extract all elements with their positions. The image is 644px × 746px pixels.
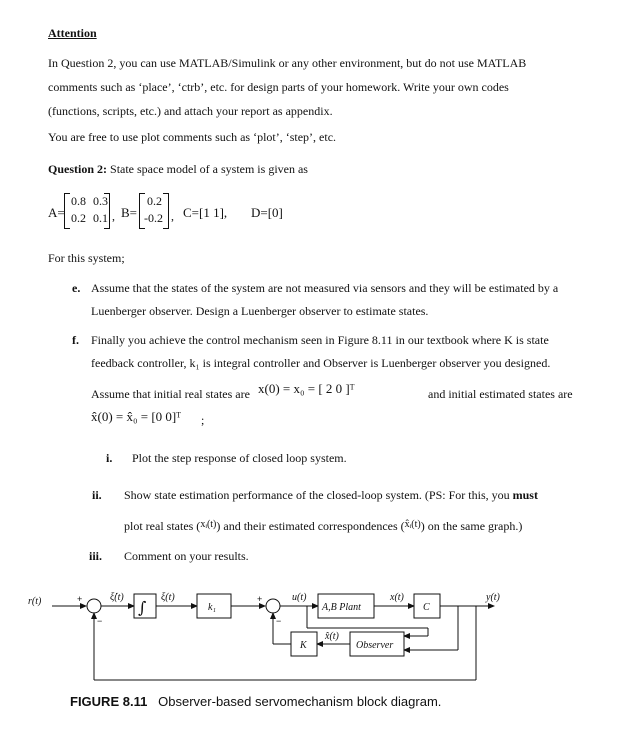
subitem-iii-label: iii. (89, 549, 103, 563)
sum1-minus: − (97, 616, 103, 626)
question-line (48, 162, 308, 177)
label-xi: ξ(t) (161, 592, 175, 603)
plot-note: You are free to use plot comments such as ‘plot’, ‘step’, etc. (48, 130, 337, 144)
matrix-d: D=[0] (251, 205, 283, 220)
label-k: K (300, 640, 307, 651)
matrix-c: C=[1 1], (183, 205, 228, 220)
subitem-ii-line2a: plot real states ( (124, 519, 201, 533)
label-x: x(t) (390, 592, 404, 603)
part-f-line-2: feedback controller, k₁ is integral controller and Observer is Luenberger observer you designed. (91, 356, 551, 370)
matrix-b (139, 193, 169, 229)
figure-text: Observer-based servomechanism block diagram. (158, 694, 442, 709)
xhat0-tail: ; (201, 413, 205, 427)
sum1-plus: + (77, 594, 83, 604)
integral-symbol: ∫ (138, 598, 147, 617)
matrix-a-cell: 0.2 (71, 211, 86, 225)
label-r: r(t) (28, 596, 42, 607)
xi-symbol: xᵢ(t) (200, 519, 217, 530)
part-f-line-3a: Assume that initial real states are (91, 387, 250, 401)
matrix-a-cell: 0.3 (93, 194, 108, 208)
question-text: State space model of a system is given as (110, 162, 308, 176)
summing-junction-1 (87, 599, 101, 613)
part-f-label: f. (72, 333, 79, 347)
instructions-line-1: In Question 2, you can use MATLAB/Simulink or any other environment, but do not use MATLAB (48, 56, 527, 70)
xhati-symbol: x̂ᵢ(t) (404, 519, 421, 530)
subitem-i-label: i. (106, 451, 113, 465)
x0-equation: x(0) = x₀ = [ 2 0 ]ᵀ (258, 381, 355, 396)
label-plant: A,B Plant (322, 602, 361, 613)
label-xi-dot: ξ̇(t) (110, 592, 124, 603)
label-observer: Observer (356, 640, 394, 651)
part-e-label: e. (72, 281, 81, 295)
for-system: For this system; (48, 251, 125, 265)
label-xhat: x̂(t) (325, 631, 339, 642)
subitem-ii-text: Show state estimation performance of the closed-loop system. (PS: For this, you (124, 488, 513, 502)
matrix-b-cell: 0.2 (147, 194, 162, 208)
matrix-b-cell: -0.2 (144, 211, 163, 225)
subitem-ii-label: ii. (92, 488, 102, 502)
instructions-line-2: comments such as ‘place’, ‘ctrb’, etc. for design parts of your homework. Write your own codes (48, 80, 509, 94)
question-label: Question 2: (48, 162, 108, 176)
instructions-line-3: (functions, scripts, etc.) and attach your report as appendix. (48, 104, 333, 118)
part-e-line-1: Assume that the states of the system are not measured via sensors and they will be estimated by a (91, 281, 559, 295)
label-c: C (423, 602, 430, 613)
sum2-plus: + (257, 594, 263, 604)
label-ki: k₁ (208, 602, 216, 613)
label-u: u(t) (292, 592, 307, 603)
subitem-ii-line2b: ) and their estimated correspondences ( (216, 519, 405, 533)
subitem-ii-bold: must (512, 488, 538, 502)
summing-junction-2 (266, 599, 280, 613)
instructions-paragraph (48, 51, 608, 123)
matrix-a-cell: 0.1 (93, 211, 108, 225)
subitem-ii-line-1 (124, 488, 538, 503)
matrix-a-cell: 0.8 (71, 194, 86, 208)
part-f-line-1: Finally you achieve the control mechanism seen in Figure 8.11 in our textbook where K is state (91, 333, 549, 347)
xhat0-equation: x̂(0) = x̂₀ = [0 0]ᵀ (91, 409, 181, 424)
subitem-ii-line-2 (124, 519, 522, 534)
figure-label: FIGURE 8.11 (70, 694, 148, 709)
block-diagram (0, 580, 644, 690)
figure-caption (70, 694, 441, 709)
subitem-iii-text: Comment on your results. (124, 549, 249, 563)
matrix-a (64, 193, 110, 229)
matrix-b-label: B= (121, 205, 138, 220)
label-y: y(t) (486, 592, 500, 603)
subitem-ii-line2c: ) on the same graph.) (420, 519, 523, 533)
sum2-minus: − (276, 616, 282, 626)
attention-heading: Attention (48, 26, 97, 40)
part-f-line-3b: and initial estimated states are (428, 387, 573, 401)
part-e-line-2: Luenberger observer. Design a Luenberger observer to estimate states. (91, 304, 429, 318)
matrix-a-label: A= (48, 205, 65, 220)
subitem-i-text: Plot the step response of closed loop system. (132, 451, 347, 465)
